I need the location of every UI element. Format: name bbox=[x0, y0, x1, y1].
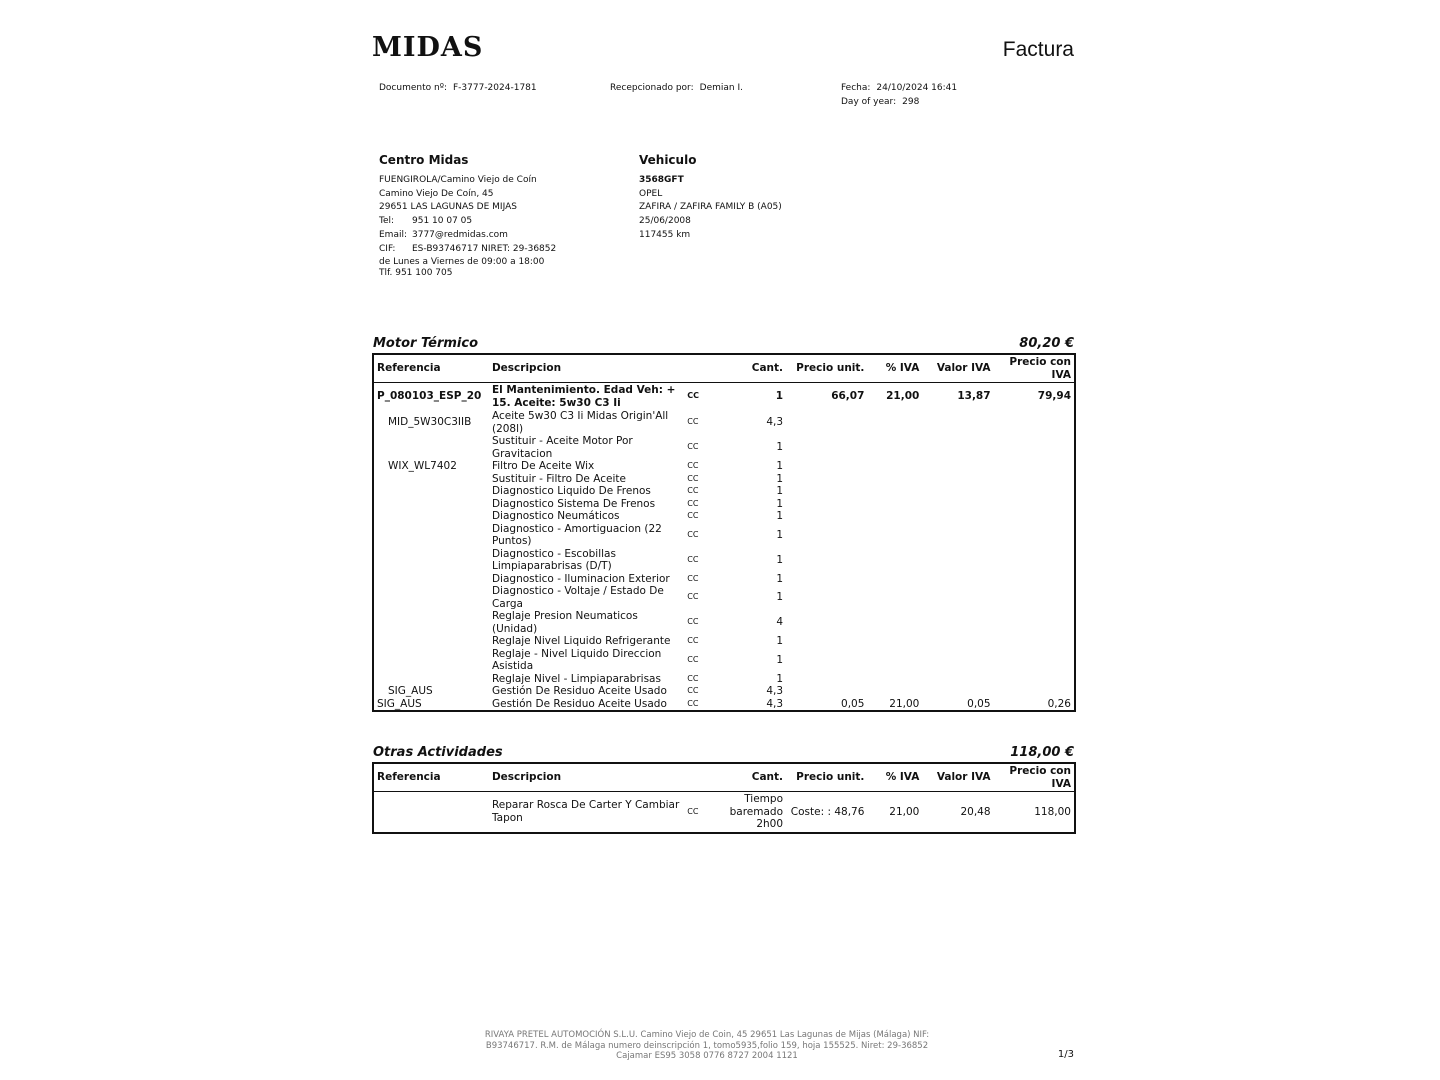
cell-unit bbox=[786, 573, 867, 586]
cell-total bbox=[994, 648, 1075, 673]
cell-iva bbox=[867, 510, 922, 523]
column-header-blank bbox=[684, 763, 706, 792]
date-info bbox=[841, 81, 957, 109]
cell-qty: 1 bbox=[776, 572, 784, 585]
table-row bbox=[373, 473, 1075, 486]
section-title: Otras Actividades bbox=[373, 745, 503, 760]
vehicle-plate: 3568GFT bbox=[639, 174, 684, 185]
cell-cc: CC bbox=[687, 636, 699, 645]
table-row bbox=[373, 685, 1075, 698]
cell-iva bbox=[867, 673, 922, 686]
cell-qty: 1 bbox=[775, 390, 784, 403]
cell-cc: CC bbox=[687, 511, 699, 520]
center-title: Centro Midas bbox=[379, 153, 469, 167]
cell-desc: Diagnostico Neumáticos bbox=[491, 510, 620, 522]
motor-items-table bbox=[372, 353, 1076, 712]
cell-total bbox=[994, 485, 1075, 498]
cell-ref bbox=[373, 573, 489, 586]
cell-unit bbox=[786, 548, 867, 573]
cell-qty: 1 bbox=[776, 460, 784, 472]
cell-valor bbox=[922, 673, 993, 686]
cell-total bbox=[994, 673, 1075, 686]
cell-ref bbox=[373, 585, 489, 610]
column-header-desc: Descripcion bbox=[489, 354, 684, 383]
column-header-total: Precio con IVA bbox=[994, 354, 1075, 383]
column-header-total: Precio con IVA bbox=[994, 763, 1075, 792]
cell-cc: CC bbox=[687, 673, 699, 683]
cell-qty: 1 bbox=[776, 497, 784, 510]
midas-logo: MIDAS bbox=[372, 32, 484, 63]
cell-cc: CC bbox=[687, 554, 699, 564]
cell-unit: 66,07 bbox=[831, 390, 865, 403]
column-header-desc: Descripcion bbox=[489, 763, 684, 792]
table-row bbox=[373, 410, 1075, 435]
column-header-ref: Referencia bbox=[373, 354, 489, 383]
email-value: 3777@redmidas.com bbox=[412, 229, 508, 240]
cell-ref bbox=[373, 610, 489, 635]
cell-total bbox=[994, 685, 1075, 698]
cell-ref: MID_5W30C3IIB bbox=[388, 416, 472, 429]
vehicle-km: 117455 km bbox=[639, 229, 691, 240]
cell-ref bbox=[373, 498, 489, 511]
cell-cc: CC bbox=[687, 461, 699, 470]
cell-valor: 13,87 bbox=[957, 390, 991, 403]
cell-valor bbox=[922, 685, 993, 698]
table-header-row bbox=[373, 354, 1075, 383]
cell-unit bbox=[786, 685, 867, 698]
cell-valor bbox=[922, 485, 993, 498]
cell-unit bbox=[786, 485, 867, 498]
cell-unit: 0,05 bbox=[841, 697, 865, 710]
section-title: Motor Térmico bbox=[373, 336, 479, 351]
center-line: 29651 LAS LAGUNAS DE MIJAS bbox=[379, 202, 517, 213]
cell-iva bbox=[867, 523, 922, 548]
cell-iva bbox=[867, 473, 922, 486]
cell-iva bbox=[867, 548, 922, 573]
cell-desc: Diagnostico - Amortiguacion (22 Puntos) bbox=[491, 522, 662, 547]
section-total: 118,00 € bbox=[1010, 745, 1074, 760]
cell-desc: Gestión De Residuo Aceite Usado bbox=[491, 697, 667, 710]
cell-ref bbox=[373, 648, 489, 673]
cell-qty: 1 bbox=[776, 635, 784, 647]
cell-valor bbox=[922, 548, 993, 573]
table-row bbox=[373, 573, 1075, 586]
table-row bbox=[373, 460, 1075, 473]
cell-valor bbox=[922, 523, 993, 548]
cell-valor bbox=[922, 585, 993, 610]
document-title: Factura bbox=[1002, 38, 1074, 61]
cell-qty: 1 bbox=[776, 528, 784, 541]
cell-iva bbox=[867, 648, 922, 673]
tel-label: Tel: bbox=[379, 216, 395, 227]
cell-cc: CC bbox=[687, 698, 699, 708]
cell-total bbox=[994, 460, 1075, 473]
cell-unit bbox=[786, 585, 867, 610]
cell-ref: P_080103_ESP_20 bbox=[377, 390, 482, 403]
vehicle-make: OPEL bbox=[639, 188, 663, 199]
cell-valor bbox=[922, 410, 993, 435]
cell-qty: 4,3 bbox=[766, 685, 784, 697]
cell-qty: 1 bbox=[776, 441, 784, 454]
cell-desc: Diagnostico - Escobillas Limpiaparabrisas (D/T) bbox=[491, 547, 616, 572]
date-value: 24/10/2024 16:41 bbox=[876, 83, 958, 93]
cell-qty: 1 bbox=[776, 485, 784, 497]
cell-ref bbox=[373, 435, 489, 460]
cell-valor bbox=[922, 460, 993, 473]
cell-valor bbox=[922, 498, 993, 511]
cell-unit bbox=[786, 635, 867, 648]
received-by-label: Recepcionado por: bbox=[610, 83, 694, 93]
table-row bbox=[373, 698, 1075, 712]
cell-total bbox=[994, 410, 1075, 435]
received-by bbox=[610, 81, 743, 95]
cell-qty: 1 bbox=[776, 472, 784, 485]
cell-ref: SIG_AUS bbox=[377, 697, 422, 710]
cell-cc: CC bbox=[687, 806, 699, 816]
cell-qty: 4 bbox=[776, 616, 784, 629]
cell-total bbox=[994, 548, 1075, 573]
cell-qty: 4,3 bbox=[766, 416, 784, 429]
cell-cc: CC bbox=[687, 529, 699, 539]
cell-qty: 1 bbox=[776, 672, 784, 685]
cell-desc: Diagnostico Sistema De Frenos bbox=[491, 497, 656, 510]
column-header-ref: Referencia bbox=[373, 763, 489, 792]
cif-label: CIF: bbox=[379, 243, 396, 254]
cell-total bbox=[994, 523, 1075, 548]
cell-total bbox=[994, 573, 1075, 586]
cell-total bbox=[994, 473, 1075, 486]
cell-unit bbox=[786, 460, 867, 473]
cif-value: ES-B93746717 NIRET: 29-36852 bbox=[412, 243, 557, 254]
section-header-otras bbox=[372, 745, 1076, 761]
table-row bbox=[373, 648, 1075, 673]
cell-valor bbox=[922, 435, 993, 460]
cell-ref bbox=[373, 485, 489, 498]
day-of-year-label: Day of year: bbox=[841, 97, 897, 107]
column-header-unit: Precio unit. bbox=[786, 763, 867, 792]
cell-valor bbox=[922, 573, 993, 586]
cell-qty: 4,3 bbox=[766, 697, 784, 710]
table-row bbox=[373, 485, 1075, 498]
cell-ref: SIG_AUS bbox=[388, 685, 433, 697]
cell-unit bbox=[786, 610, 867, 635]
footer-line: B93746717. R.M. de Málaga numero deinscripción 1, tomo5935,folio 159, hoja 155525. Niret: 29-36852 bbox=[485, 1040, 929, 1051]
document-number bbox=[379, 81, 537, 95]
cell-qty: 1 bbox=[776, 591, 784, 604]
vehicle-block bbox=[639, 154, 782, 243]
table-row bbox=[373, 792, 1075, 833]
table-row bbox=[373, 635, 1075, 648]
cell-cc: CC bbox=[687, 592, 699, 602]
cell-iva bbox=[867, 435, 922, 460]
cell-iva bbox=[867, 498, 922, 511]
cell-total bbox=[994, 498, 1075, 511]
table-row bbox=[373, 585, 1075, 610]
day-of-year-value: 298 bbox=[902, 97, 920, 107]
cell-qty: 1 bbox=[776, 553, 784, 566]
cell-total bbox=[994, 610, 1075, 635]
section-header-motor bbox=[372, 336, 1076, 352]
cell-desc: Gestión De Residuo Aceite Usado bbox=[491, 685, 667, 697]
table-header-row bbox=[373, 763, 1075, 792]
email-label: Email: bbox=[379, 229, 408, 240]
cell-desc: Diagnostico Liquido De Frenos bbox=[491, 485, 651, 497]
tel-value: 951 10 07 05 bbox=[412, 216, 473, 227]
opening-hours: de Lunes a Viernes de 09:00 a 18:00 bbox=[379, 256, 545, 267]
column-header-valor: Valor IVA bbox=[922, 354, 993, 383]
cell-unit bbox=[786, 410, 867, 435]
cell-desc: Reglaje Nivel Liquido Refrigerante bbox=[491, 635, 671, 647]
cell-cc: CC bbox=[687, 442, 699, 452]
cell-desc: Filtro De Aceite Wix bbox=[491, 460, 595, 472]
table-row bbox=[373, 510, 1075, 523]
center-line: FUENGIROLA/Camino Viejo de Coín bbox=[379, 174, 537, 185]
cell-desc: Sustituir - Filtro De Aceite bbox=[491, 472, 626, 485]
table-row bbox=[373, 673, 1075, 686]
cell-ref bbox=[373, 792, 489, 833]
cell-unit bbox=[786, 498, 867, 511]
cell-cc: CC bbox=[687, 391, 700, 401]
column-header-qty: Cant. bbox=[707, 763, 786, 792]
column-header-unit: Precio unit. bbox=[786, 354, 867, 383]
cell-cc: CC bbox=[687, 654, 699, 664]
table-row bbox=[373, 610, 1075, 635]
cell-desc: Reglaje Nivel - Limpiaparabrisas bbox=[491, 672, 661, 685]
cell-unit bbox=[786, 648, 867, 673]
cell-iva bbox=[867, 410, 922, 435]
cell-valor: 20,48 bbox=[960, 805, 991, 818]
cell-cc: CC bbox=[687, 498, 699, 508]
cell-desc: Diagnostico - Voltaje / Estado De Carga bbox=[491, 585, 664, 610]
cell-ref bbox=[373, 548, 489, 573]
other-items-table bbox=[372, 762, 1076, 834]
cell-desc: Diagnostico - Iluminacion Exterior bbox=[491, 572, 670, 585]
cell-iva bbox=[867, 485, 922, 498]
column-header-blank bbox=[684, 354, 706, 383]
vehicle-model: ZAFIRA / ZAFIRA FAMILY B (A05) bbox=[639, 202, 782, 213]
cell-total: 0,26 bbox=[1047, 697, 1071, 710]
cell-valor bbox=[922, 610, 993, 635]
cell-unit bbox=[786, 523, 867, 548]
column-header-qty: Cant. bbox=[707, 354, 786, 383]
footer-line: RIVAYA PRETEL AUTOMOCIÓN S.L.U. Camino Viejo de Coin, 45 29651 Las Lagunas de Mijas (Málaga) NIF: bbox=[484, 1030, 930, 1040]
cell-total bbox=[994, 635, 1075, 648]
vehicle-title: Vehiculo bbox=[639, 153, 697, 167]
cell-iva bbox=[867, 460, 922, 473]
cell-cc: CC bbox=[687, 617, 699, 627]
footer-line: Cajamar ES95 3058 0776 8727 2004 1121 bbox=[616, 1051, 798, 1061]
table-row bbox=[373, 548, 1075, 573]
cell-desc: Reglaje - Nivel Liquido Direccion Asistida bbox=[491, 647, 662, 672]
table-row bbox=[373, 523, 1075, 548]
cell-cc: CC bbox=[687, 686, 699, 695]
page-number: 1/3 bbox=[1057, 1049, 1074, 1060]
cell-iva: 21,00 bbox=[889, 697, 920, 710]
cell-total: 79,94 bbox=[1037, 390, 1071, 403]
received-by-value: Demian I. bbox=[699, 83, 743, 93]
cell-desc: El Mantenimiento. Edad Veh: + 15. Aceite: 5w30 C3 Ii bbox=[491, 384, 676, 409]
document-number-value: F-3777-2024-1781 bbox=[452, 83, 537, 93]
cell-total bbox=[994, 585, 1075, 610]
cell-iva bbox=[867, 573, 922, 586]
cell-desc: Reparar Rosca De Carter Y Cambiar Tapon bbox=[491, 799, 680, 824]
cell-cc: CC bbox=[687, 573, 699, 583]
cell-iva bbox=[867, 635, 922, 648]
cell-ref: WIX_WL7402 bbox=[388, 460, 457, 472]
cell-cc: CC bbox=[687, 417, 699, 427]
cell-ref bbox=[373, 523, 489, 548]
cell-qty: 1 bbox=[776, 653, 784, 666]
cell-valor bbox=[922, 473, 993, 486]
cell-iva bbox=[867, 610, 922, 635]
center-line: Camino Viejo De Coín, 45 bbox=[379, 188, 494, 199]
cell-total bbox=[994, 435, 1075, 460]
cell-cc: CC bbox=[687, 486, 699, 495]
cell-unit bbox=[786, 510, 867, 523]
cell-total bbox=[994, 510, 1075, 523]
center-block bbox=[379, 154, 556, 279]
cell-cc: CC bbox=[687, 473, 699, 483]
vehicle-date: 25/06/2008 bbox=[639, 216, 691, 227]
cell-iva bbox=[867, 685, 922, 698]
date-label: Fecha: bbox=[841, 83, 871, 93]
cell-unit bbox=[786, 473, 867, 486]
cell-unit bbox=[786, 673, 867, 686]
column-header-iva: % IVA bbox=[867, 354, 922, 383]
cell-iva: 21,00 bbox=[889, 805, 920, 818]
section-total: 80,20 € bbox=[1019, 336, 1074, 351]
cell-unit bbox=[786, 435, 867, 460]
cell-valor: 0,05 bbox=[967, 697, 991, 710]
cell-qty: 1 bbox=[776, 510, 784, 522]
cell-iva bbox=[867, 585, 922, 610]
table-row bbox=[373, 383, 1075, 411]
cell-ref bbox=[373, 635, 489, 648]
table-row bbox=[373, 498, 1075, 511]
cell-desc: Reglaje Presion Neumaticos (Unidad) bbox=[491, 610, 638, 635]
cell-total: 118,00 bbox=[1034, 805, 1071, 818]
cell-iva: 21,00 bbox=[886, 390, 920, 403]
invoice-page bbox=[372, 28, 1076, 1068]
column-header-iva: % IVA bbox=[867, 763, 922, 792]
cell-ref bbox=[373, 473, 489, 486]
cell-valor bbox=[922, 648, 993, 673]
cell-valor bbox=[922, 635, 993, 648]
cell-desc: Sustituir - Aceite Motor Por Gravitacion bbox=[491, 435, 633, 460]
cell-ref bbox=[373, 510, 489, 523]
company-footer bbox=[482, 1030, 932, 1062]
cell-valor bbox=[922, 510, 993, 523]
table-row bbox=[373, 435, 1075, 460]
column-header-valor: Valor IVA bbox=[922, 763, 993, 792]
document-number-label: Documento nº: bbox=[379, 83, 447, 93]
cell-desc: Aceite 5w30 C3 Ii Midas Origin'All (208l) bbox=[491, 410, 669, 435]
cell-unit: Coste: : 48,76 bbox=[790, 805, 865, 818]
center-phone: Tlf. 951 100 705 bbox=[379, 267, 453, 278]
cell-qty: Tiempo baremado 2h00 bbox=[729, 793, 784, 830]
cell-ref bbox=[373, 673, 489, 686]
